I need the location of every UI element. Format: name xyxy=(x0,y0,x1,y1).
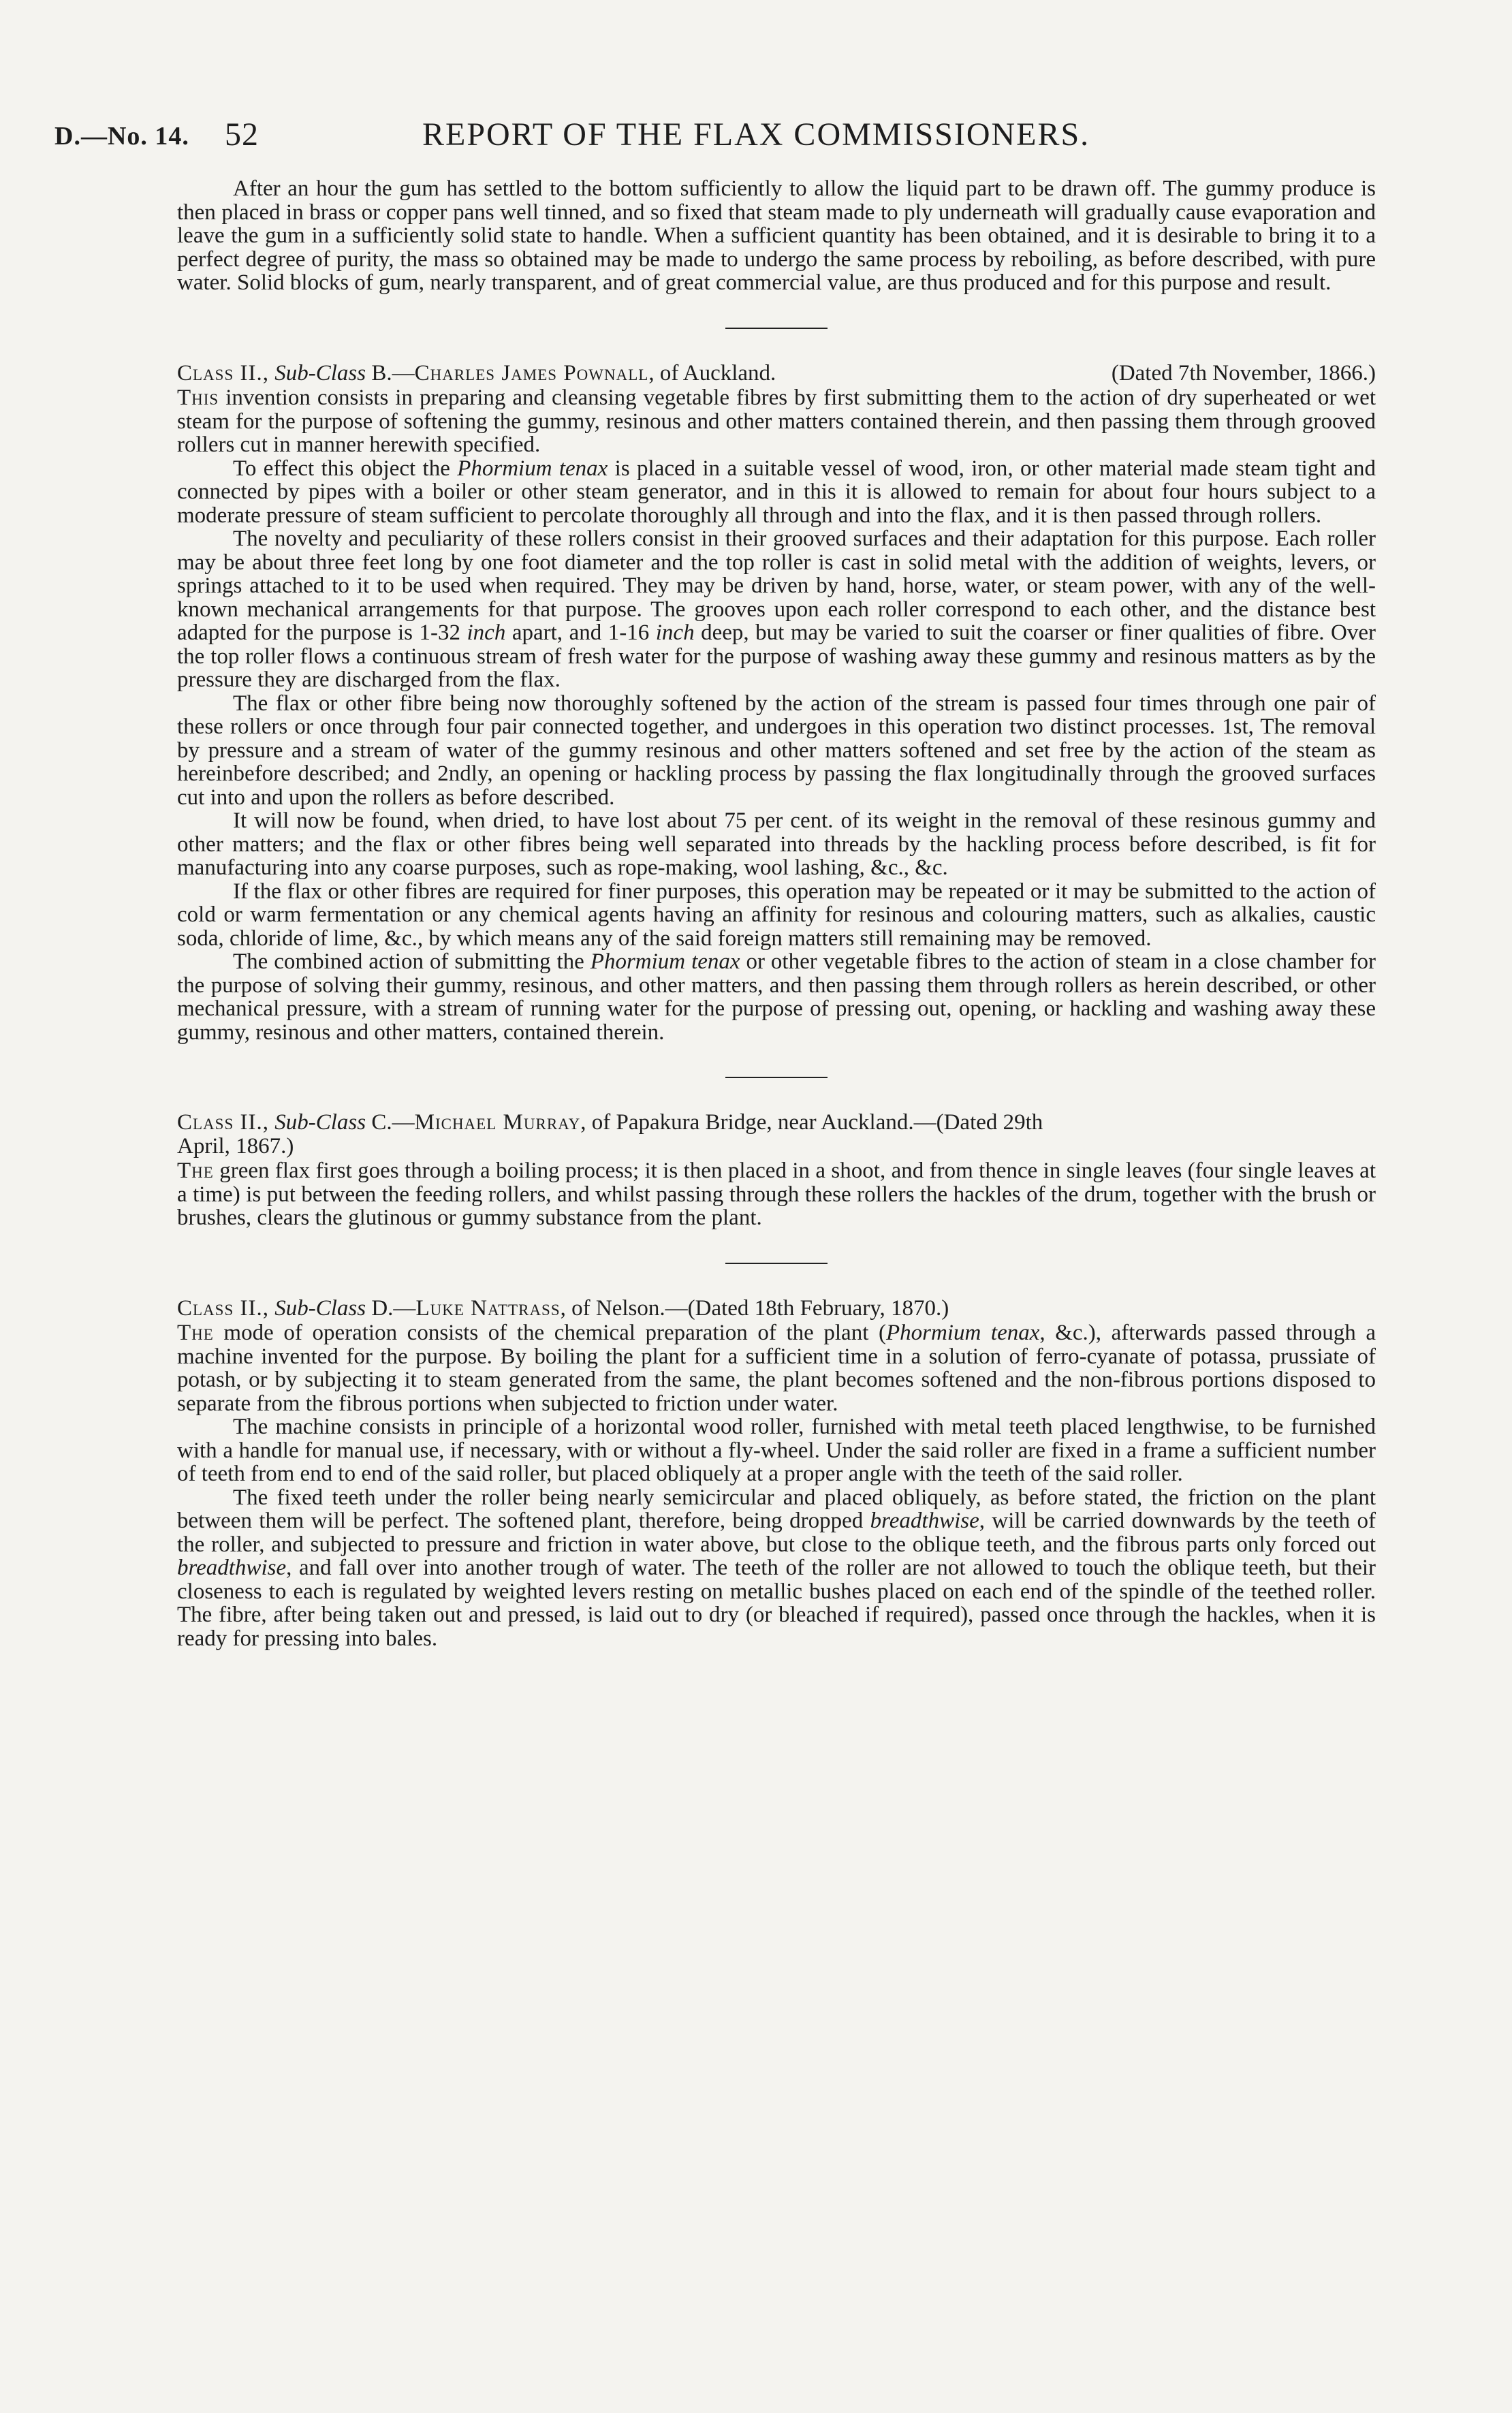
paragraph: The mode of operation consists of the chemical preparation of the plant (Phormium tenax, &c.), afterwards passed through a machine invented for the purpose. By boiling the plant for a sufficient time in a solution of ferro-cyanate of potassa, prussiate of potash, or by subjecting it to steam generated from the same, the plant becomes softened and the non-fibrous portions disposed to separate from the fibrous portions when subjected to friction under water. xyxy=(177,1321,1376,1416)
dated: April, 1867.) xyxy=(177,1133,294,1158)
paragraph: This invention consists in preparing and cleansing vegetable fibres by first submitting them to the action of dry superheated or wet steam for the purpose of softening the gummy, resinous and other matters contained therein, and then passing them through grooved rollers cut in manner herewith specified. xyxy=(177,385,1376,457)
paragraph: The combined action of submitting the Phormium tenax or other vegetable fibres to the action of steam in a close chamber for the purpose of solving their gummy, resinous, and other matters, and then passing them through rollers as herein described, or other mechanical pressure, with a stream of running water for the purpose of pressing out, opening, or hackling and washing away these gummy, resinous and other matters, contained therein. xyxy=(177,949,1376,1045)
paragraph: The machine consists in principle of a horizontal wood roller, furnished with metal teeth placed lengthwise, to be furnished with a handle for manual use, if necessary, with or without a fly-wheel. Under the said roller are fixed in a frame a sufficient number of teeth from end to end of the said roller, but placed obliquely at a proper angle with the teeth of the said roller. xyxy=(177,1415,1376,1486)
page-header xyxy=(54,116,1376,170)
paragraph: The fixed teeth under the roller being nearly semicircular and placed obliquely, as before stated, the friction on the plant between them will be perfect. The softened plant, therefore, being dropped breadthwise, will be carried downwards by the teeth of the roller, and subjected to pressure and friction in water above, but close to the oblique teeth, and the fibrous parts only forced out breadthwise, and fall over into another trough of water. The teeth of the roller are not allowed to touch the oblique teeth, but their closeness to each is regulated by weighted levers resting on metallic bushes placed on each end of the spindle of the teethed roller. The fibre, after being taken out and pressed, is laid out to dry (or bleached if required), passed once through the hackles, when it is ready for pressing into bales. xyxy=(177,1485,1376,1651)
inventor-name: Charles James Pownall xyxy=(414,360,649,385)
document-page xyxy=(54,116,1376,1651)
dated: (Dated 7th November, 1866.) xyxy=(1111,360,1376,385)
paragraph: The novelty and peculiarity of these rollers consist in their grooved surfaces and their adaptation for this purpose. Each roller may be about three feet long by one foot diameter and the top roller is cast in solid metal with the addition of weights, levers, or springs attached to it to be used when required. They may be driven by hand, horse, water, or steam power, with any of the well-known mechanical arrangements for that purpose. The grooves upon each roller correspond to each other, and the distance best adapted for the purpose is 1-32 inch apart, and 1-16 inch deep, but may be varied to suit the coarser or finer qualities of fibre. Over the top roller flows a continuous stream of fresh water for the purpose of washing away these gummy and resinous matters as by the pressure they are discharged from the flax. xyxy=(177,526,1376,692)
paragraph: It will now be found, when dried, to have lost about 75 per cent. of its weight in the removal of these resinous gummy and other matters; and the flax or other fibres being well separated into threads by the hackling process before described, is fit for manufacturing into any coarse purposes, such as rope-making, wool lashing, &c., &c. xyxy=(177,808,1376,880)
section-divider xyxy=(725,1077,828,1078)
inventor-name: Luke Nattrass xyxy=(415,1295,561,1321)
page-number: 52 xyxy=(225,116,259,153)
document-reference: D.—No. 14. xyxy=(54,122,189,151)
paragraph: The green flax first goes through a boiling process; it is then placed in a shoot, and from thence in single leaves (four single leaves at a time) is put between the feeding rollers, and whilst passing through these rollers the hackles of the drum, together with the brush or brushes, clears the glutinous or gummy substance from the plant. xyxy=(177,1158,1376,1230)
section-divider xyxy=(725,1263,828,1264)
section-gum-continuation xyxy=(177,177,1376,295)
page-title: REPORT OF THE FLAX COMMISSIONERS. xyxy=(422,116,1090,153)
paragraph: The flax or other fibre being now thoroughly softened by the action of the stream is passed four times through one pair of these rollers or once through four pair connected together, and undergoes in this operation two distinct processes. 1st, The removal by pressure and a stream of water of the gummy resinous and other matters softened and set free by the action of the steam as hereinbefore described; and 2ndly, an opening or hackling process by passing the flax longitudinally through the grooved surfaces cut into and upon the rollers as before described. xyxy=(177,691,1376,810)
paragraph: If the flax or other fibres are required for finer purposes, this operation may be repeated or it may be submitted to the action of cold or warm fermentation or any chemical agents having an affinity for resinous and colouring matters, such as alkalies, caustic soda, chloride of lime, &c., by which means any of the said foreign matters still remaining may be removed. xyxy=(177,879,1376,951)
paragraph: To effect this object the Phormium tenax is placed in a suitable vessel of wood, iron, or other material made steam tight and connected by pipes with a boiler or other steam generator, and in this it is allowed to remain for about four hours subject to a moderate pressure of steam sufficient to percolate thoroughly all through and into the flax, and it is then passed through rollers. xyxy=(177,456,1376,528)
section-heading: Class II., Sub-Class B.—Charles James Pownall, of Auckland. (Dated 7th November, 1866.) xyxy=(177,360,1376,385)
section-divider xyxy=(725,328,828,329)
section-class-ii-d xyxy=(177,1297,1376,1651)
section-heading: Class II., Sub-Class D.—Luke Nattrass, of Nelson.—(Dated 18th February, 1870.) xyxy=(177,1295,949,1321)
inventor-name: Michael Murray xyxy=(414,1110,581,1135)
section-heading: Class II., Sub-Class C.—Michael Murray, of Papakura Bridge, near Auckland.—(Dated 29th April, 1867.) xyxy=(177,1111,1376,1158)
section-class-ii-c xyxy=(177,1111,1376,1230)
paragraph: After an hour the gum has settled to the bottom sufficiently to allow the liquid part to be drawn off. The gummy produce is then placed in brass or copper pans well tinned, and so fixed that steam made to ply underneath will gradually cause evaporation and leave the gum in a sufficiently solid state to handle. When a sufficient quantity has been obtained, and it is desirable to bring it to a perfect degree of purity, the mass so obtained may be made to undergo the same process by reboiling, as before described, with pure water. Solid blocks of gum, nearly transparent, and of great commercial value, are thus produced and for this purpose and result. xyxy=(177,176,1376,295)
section-class-ii-b xyxy=(177,362,1376,1045)
